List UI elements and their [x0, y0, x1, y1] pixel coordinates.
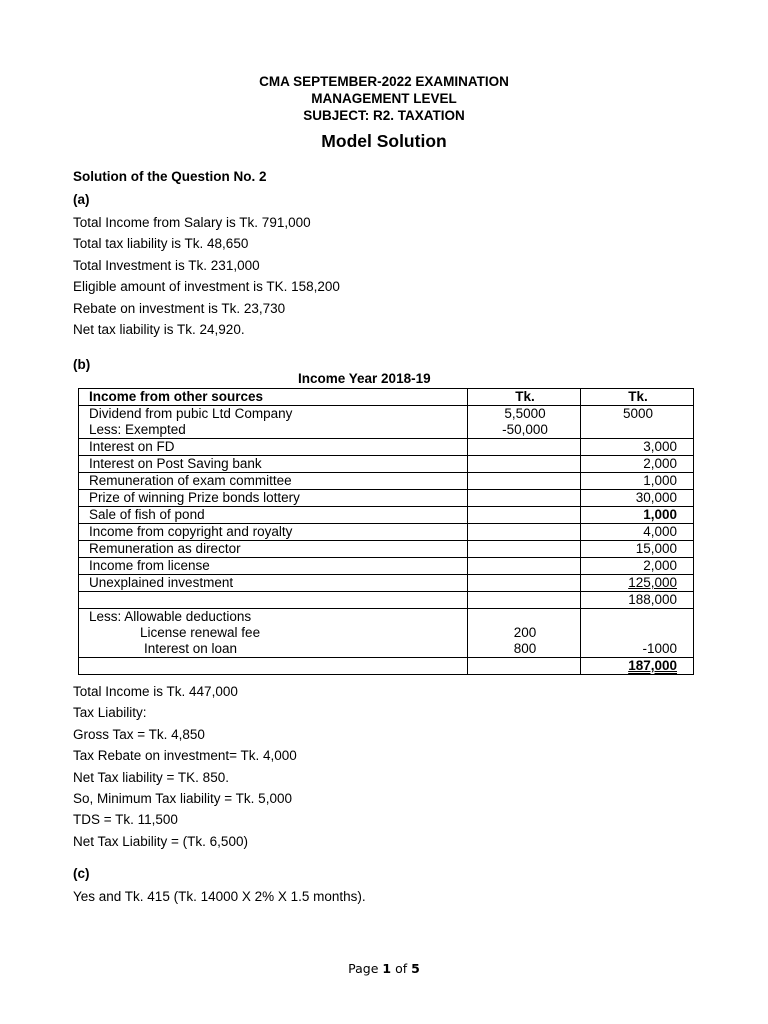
part-a-line: Total Investment is Tk. 231,000 [73, 258, 260, 273]
table-row [79, 473, 694, 490]
table-cell: Less: Exempted [79, 422, 468, 439]
subtotal-cell: 188,000 [581, 592, 694, 609]
table-cell: -50,000 [468, 422, 581, 439]
part-b-line: Tax Rebate on investment= Tk. 4,000 [73, 748, 297, 763]
table-cell: Dividend from pubic Ltd Company [79, 406, 468, 423]
table-cell: 125,000 [581, 575, 694, 592]
page-number [0, 961, 768, 976]
part-b-line: TDS = Tk. 11,500 [73, 812, 178, 827]
table-row [79, 575, 694, 592]
table-row [79, 524, 694, 541]
table-row [79, 406, 694, 423]
table-cell [79, 592, 468, 609]
part-a-label: (a) [73, 192, 90, 207]
table-cell [468, 473, 581, 490]
part-b-label: (b) [73, 357, 91, 372]
table-cell [468, 541, 581, 558]
part-b-line: Gross Tax = Tk. 4,850 [73, 727, 205, 742]
table-row [79, 439, 694, 456]
exam-subject: SUBJECT: R2. TAXATION [303, 108, 465, 123]
table-cell [581, 422, 694, 439]
table-cell: Income from license [79, 558, 468, 575]
table-row [79, 625, 694, 641]
table-row [79, 609, 694, 626]
table-cell [468, 575, 581, 592]
table-cell [468, 609, 581, 626]
table-cell: Prize of winning Prize bonds lottery [79, 490, 468, 507]
table-cell [468, 524, 581, 541]
table-cell [468, 658, 581, 675]
table-row [79, 558, 694, 575]
exam-level: MANAGEMENT LEVEL [311, 91, 457, 106]
table-cell [79, 658, 468, 675]
column-header: Income from other sources [79, 389, 468, 406]
table-cell: 800 [468, 641, 581, 658]
table-row [79, 422, 694, 439]
question-heading: Solution of the Question No. 2 [73, 169, 267, 184]
part-b-line: So, Minimum Tax liability = Tk. 5,000 [73, 791, 292, 806]
part-a-line: Total Income from Salary is Tk. 791,000 [73, 215, 311, 230]
table-cell: Income from copyright and royalty [79, 524, 468, 541]
table-cell [468, 592, 581, 609]
table-cell [581, 625, 694, 641]
part-a-line: Total tax liability is Tk. 48,650 [73, 236, 249, 251]
page-prefix: Page [348, 961, 383, 976]
part-c-label: (c) [73, 866, 90, 881]
part-a-line: Net tax liability is Tk. 24,920. [73, 322, 245, 337]
table-cell: 1,000 [581, 473, 694, 490]
table-cell: 5000 [581, 406, 694, 423]
table-cell [468, 456, 581, 473]
table-cell: 15,000 [581, 541, 694, 558]
part-b-line: Tax Liability: [73, 705, 147, 720]
table-cell: Less: Allowable deductions [79, 609, 468, 626]
table-cell: Interest on FD [79, 439, 468, 456]
income-table [78, 388, 694, 675]
table-cell: Interest on loan [79, 641, 468, 658]
total-cell: 187,000 [581, 658, 694, 675]
table-cell: 1,000 [581, 507, 694, 524]
table-cell [468, 439, 581, 456]
page-of: of [391, 961, 412, 976]
part-c-line: Yes and Tk. 415 (Tk. 14000 X 2% X 1.5 months). [73, 889, 366, 904]
table-cell: Sale of fish of pond [79, 507, 468, 524]
exam-title: CMA SEPTEMBER-2022 EXAMINATION [259, 74, 509, 89]
table-cell: Remuneration of exam committee [79, 473, 468, 490]
table-row [79, 490, 694, 507]
table-cell [468, 490, 581, 507]
table-row [79, 641, 694, 658]
table-row [79, 507, 694, 524]
table-cell: 2,000 [581, 558, 694, 575]
table-cell [468, 558, 581, 575]
total-pages: 5 [411, 961, 420, 976]
table-row [79, 592, 694, 609]
part-a-line: Eligible amount of investment is TK. 158,200 [73, 279, 340, 294]
table-cell: 30,000 [581, 490, 694, 507]
current-page: 1 [382, 961, 392, 976]
table-cell: Interest on Post Saving bank [79, 456, 468, 473]
table-cell: License renewal fee [79, 625, 468, 641]
table-cell: Remuneration as director [79, 541, 468, 558]
table-header-row [79, 389, 694, 406]
table-cell: 200 [468, 625, 581, 641]
page-title: Model Solution [321, 131, 447, 151]
table-title: Income Year 2018-19 [298, 371, 431, 386]
table-cell [468, 507, 581, 524]
table-cell: 4,000 [581, 524, 694, 541]
table-row [79, 456, 694, 473]
table-cell: 3,000 [581, 439, 694, 456]
part-b-line: Total Income is Tk. 447,000 [73, 684, 238, 699]
table-cell: 2,000 [581, 456, 694, 473]
part-a-line: Rebate on investment is Tk. 23,730 [73, 301, 286, 316]
table-cell: 5,5000 [468, 406, 581, 423]
part-b-line: Net Tax Liability = (Tk. 6,500) [73, 834, 248, 849]
column-header: Tk. [581, 389, 694, 406]
table-row [79, 541, 694, 558]
part-b-line: Net Tax liability = TK. 850. [73, 770, 229, 785]
table-cell: -1000 [581, 641, 694, 658]
table-cell: Unexplained investment [79, 575, 468, 592]
table-row [79, 658, 694, 675]
column-header: Tk. [468, 389, 581, 406]
table-cell [581, 609, 694, 626]
